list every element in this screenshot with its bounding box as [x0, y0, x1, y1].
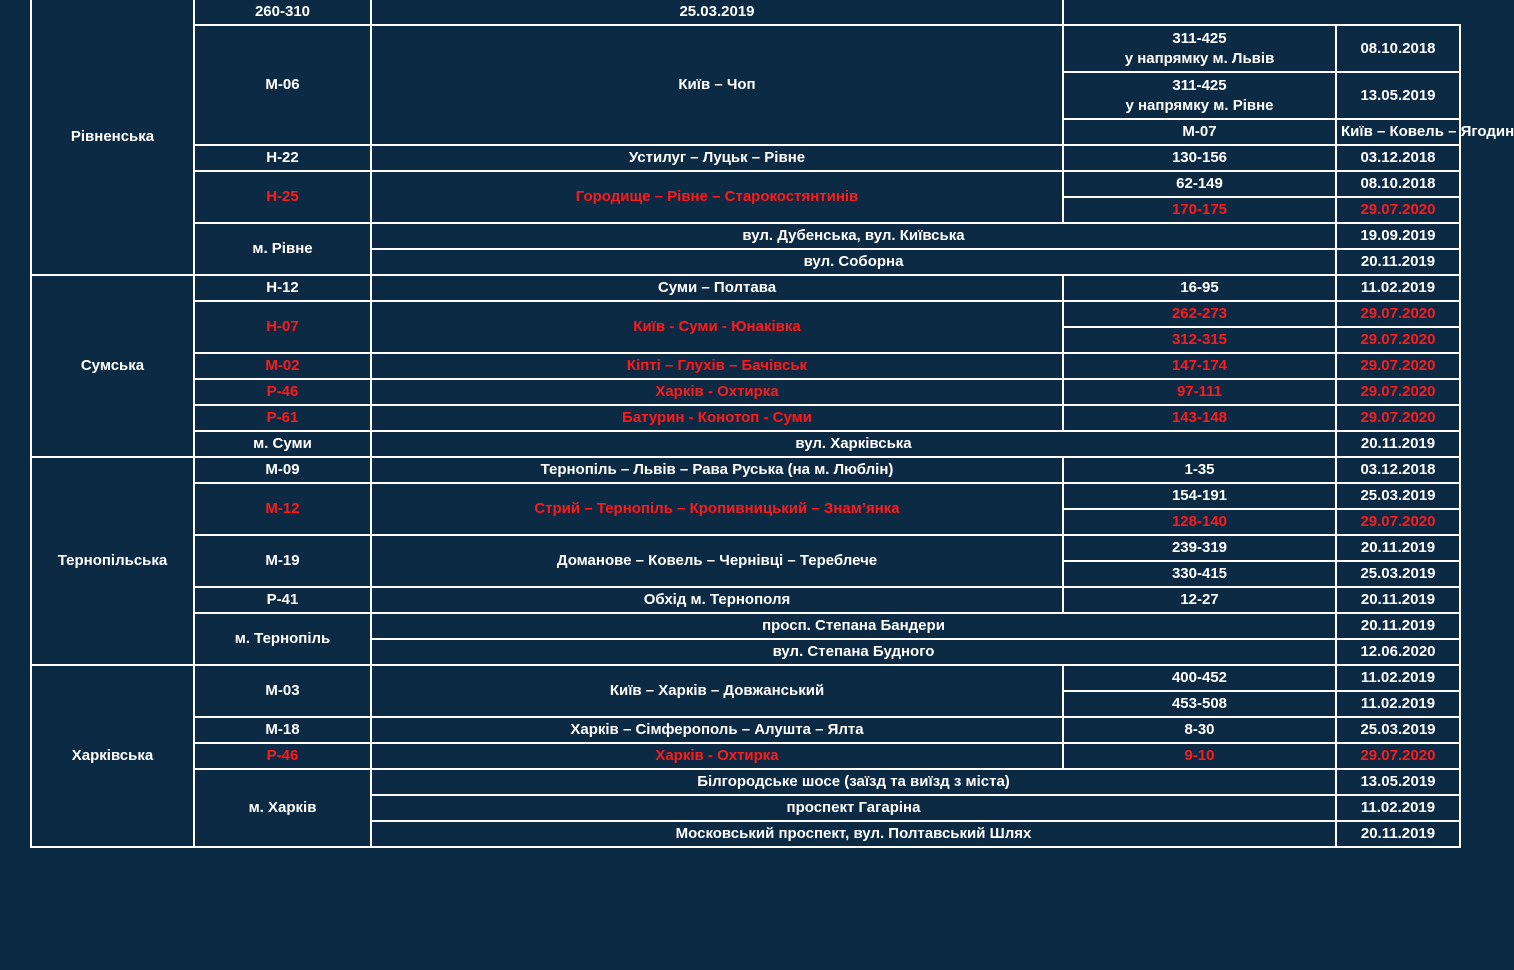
table-row	[31, 587, 1460, 613]
table-row	[31, 457, 1460, 483]
road-code-cell: М-02	[194, 353, 371, 379]
route-name-cell: Доманове – Ковель – Чернівці – Тереблече	[371, 535, 1063, 587]
table-row	[31, 0, 1460, 25]
date-cell: 03.12.2018	[1336, 145, 1460, 171]
road-code-cell: Р-46	[194, 379, 371, 405]
road-code-cell: М-09	[194, 457, 371, 483]
date-cell: 13.05.2019	[1336, 769, 1460, 795]
km-range-cell: 170-175	[1063, 197, 1336, 223]
date-cell: 25.03.2019	[1336, 561, 1460, 587]
table-row	[31, 613, 1460, 639]
table-row	[31, 171, 1460, 197]
date-cell: 11.02.2019	[1336, 795, 1460, 821]
route-name-cell: Київ – Чоп	[371, 25, 1063, 145]
road-code-cell: Р-41	[194, 587, 371, 613]
km-range-cell: 8-30	[1063, 717, 1336, 743]
road-code-cell: М-18	[194, 717, 371, 743]
table-row	[31, 535, 1460, 561]
route-name-cell: Тернопіль – Львів – Рава Руська (на м. Люблін)	[371, 457, 1063, 483]
street-cell: вул. Харківська	[371, 431, 1336, 457]
region-cell: Харківська	[31, 665, 194, 847]
road-code-cell: Р-61	[194, 405, 371, 431]
km-range-cell: 16-95	[1063, 275, 1336, 301]
route-name-cell: Стрий – Тернопіль – Кропивницький – Знам’янка	[371, 483, 1063, 535]
table-row	[31, 405, 1460, 431]
road-code-cell: м. Тернопіль	[194, 613, 371, 665]
route-name-cell: Городище – Рівне – Старокостянтинів	[371, 171, 1063, 223]
date-cell: 20.11.2019	[1336, 587, 1460, 613]
road-code-cell: Р-46	[194, 743, 371, 769]
date-cell: 25.03.2019	[371, 0, 1063, 25]
km-range-cell: 400-452	[1063, 665, 1336, 691]
km-range-cell: 262-273	[1063, 301, 1336, 327]
road-code-cell: M-07	[1063, 119, 1336, 145]
date-cell: 12.06.2020	[1336, 639, 1460, 665]
date-cell: 29.07.2020	[1336, 327, 1460, 353]
date-cell: 25.03.2019	[1336, 717, 1460, 743]
km-range-cell: 311-425 у напрямку м. Рівне	[1063, 72, 1336, 119]
km-range-cell: 128-140	[1063, 509, 1336, 535]
route-name-cell: Київ - Суми - Юнаківка	[371, 301, 1063, 353]
date-cell: 29.07.2020	[1336, 509, 1460, 535]
road-code-cell: М-12	[194, 483, 371, 535]
route-name-cell: Обхід м. Тернополя	[371, 587, 1063, 613]
road-code-cell: М-03	[194, 665, 371, 717]
km-range-cell: 12-27	[1063, 587, 1336, 613]
km-range-cell: 130-156	[1063, 145, 1336, 171]
street-cell: Білгородське шосе (заїзд та виїзд з міста)	[371, 769, 1336, 795]
street-cell: проспект Гагаріна	[371, 795, 1336, 821]
km-range-cell: 330-415	[1063, 561, 1336, 587]
date-cell: 08.10.2018	[1336, 171, 1460, 197]
date-cell: 11.02.2019	[1336, 691, 1460, 717]
table-row	[31, 431, 1460, 457]
km-range-cell: 62-149	[1063, 171, 1336, 197]
road-code-cell: М-19	[194, 535, 371, 587]
date-cell: 11.02.2019	[1336, 275, 1460, 301]
table-row	[31, 301, 1460, 327]
street-cell: вул. Дубенська, вул. Київська	[371, 223, 1336, 249]
road-code-cell: Н-25	[194, 171, 371, 223]
km-range-cell: 147-174	[1063, 353, 1336, 379]
table-row	[31, 717, 1460, 743]
date-cell: 20.11.2019	[1336, 535, 1460, 561]
date-cell: 29.07.2020	[1336, 743, 1460, 769]
date-cell: 20.11.2019	[1336, 821, 1460, 847]
date-cell: 20.11.2019	[1336, 613, 1460, 639]
route-name-cell: Кіпті – Глухів – Бачівськ	[371, 353, 1063, 379]
table-row	[31, 743, 1460, 769]
table-row	[31, 769, 1460, 795]
date-cell: 03.12.2018	[1336, 457, 1460, 483]
date-cell: 29.07.2020	[1336, 197, 1460, 223]
date-cell: 29.07.2020	[1336, 301, 1460, 327]
table-row	[31, 353, 1460, 379]
road-code-cell: Н-12	[194, 275, 371, 301]
street-cell: Московський проспект, вул. Полтавський Шлях	[371, 821, 1336, 847]
route-name-cell: Харків - Охтирка	[371, 379, 1063, 405]
date-cell: 08.10.2018	[1336, 25, 1460, 72]
route-name-cell: Суми – Полтава	[371, 275, 1063, 301]
date-cell: 11.02.2019	[1336, 665, 1460, 691]
street-cell: вул. Степана Будного	[371, 639, 1336, 665]
road-code-cell: Н-07	[194, 301, 371, 353]
km-range-cell: 154-191	[1063, 483, 1336, 509]
km-range-cell: 260-310	[194, 0, 371, 25]
km-range-cell: 143-148	[1063, 405, 1336, 431]
region-cell: Тернопільська	[31, 457, 194, 665]
km-range-cell: 239-319	[1063, 535, 1336, 561]
date-cell: 29.07.2020	[1336, 379, 1460, 405]
table-body	[31, 0, 1514, 847]
km-range-cell: 9-10	[1063, 743, 1336, 769]
km-range-cell: 1-35	[1063, 457, 1336, 483]
road-code-cell: м. Харків	[194, 769, 371, 847]
road-code-cell: M-06	[194, 25, 371, 145]
km-range-cell: 311-425 у напрямку м. Львів	[1063, 25, 1336, 72]
region-cell: Сумська	[31, 275, 194, 457]
street-cell: вул. Соборна	[371, 249, 1336, 275]
route-name-cell: Київ – Харків – Довжанський	[371, 665, 1063, 717]
date-cell: 25.03.2019	[1336, 483, 1460, 509]
road-code-cell: м. Рівне	[194, 223, 371, 275]
table-row	[31, 483, 1460, 509]
route-name-cell: Харків - Охтирка	[371, 743, 1063, 769]
table-row	[31, 665, 1460, 691]
date-cell: 20.11.2019	[1336, 431, 1460, 457]
km-range-cell: 312-315	[1063, 327, 1336, 353]
repair-schedule-table	[30, 0, 1514, 848]
table-row	[31, 379, 1460, 405]
date-cell: 29.07.2020	[1336, 405, 1460, 431]
date-cell: 13.05.2019	[1336, 72, 1460, 119]
table-row	[31, 25, 1460, 72]
route-name-cell: Батурин - Конотоп - Суми	[371, 405, 1063, 431]
table-row	[31, 145, 1460, 171]
date-cell: 20.11.2019	[1336, 249, 1460, 275]
route-name-cell: Харків – Сімферополь – Алушта – Ялта	[371, 717, 1063, 743]
date-cell: 29.07.2020	[1336, 353, 1460, 379]
road-code-cell: Н-22	[194, 145, 371, 171]
table-row	[31, 275, 1460, 301]
route-name-cell: Устилуг – Луцьк – Рівне	[371, 145, 1063, 171]
street-cell: просп. Степана Бандери	[371, 613, 1336, 639]
table-row	[31, 223, 1460, 249]
km-range-cell: 453-508	[1063, 691, 1336, 717]
km-range-cell: 97-111	[1063, 379, 1336, 405]
region-cell: Рівненська	[31, 0, 194, 275]
date-cell: 19.09.2019	[1336, 223, 1460, 249]
road-code-cell: м. Суми	[194, 431, 371, 457]
route-name-cell: Київ – Ковель – Ягодин	[1336, 119, 1460, 145]
